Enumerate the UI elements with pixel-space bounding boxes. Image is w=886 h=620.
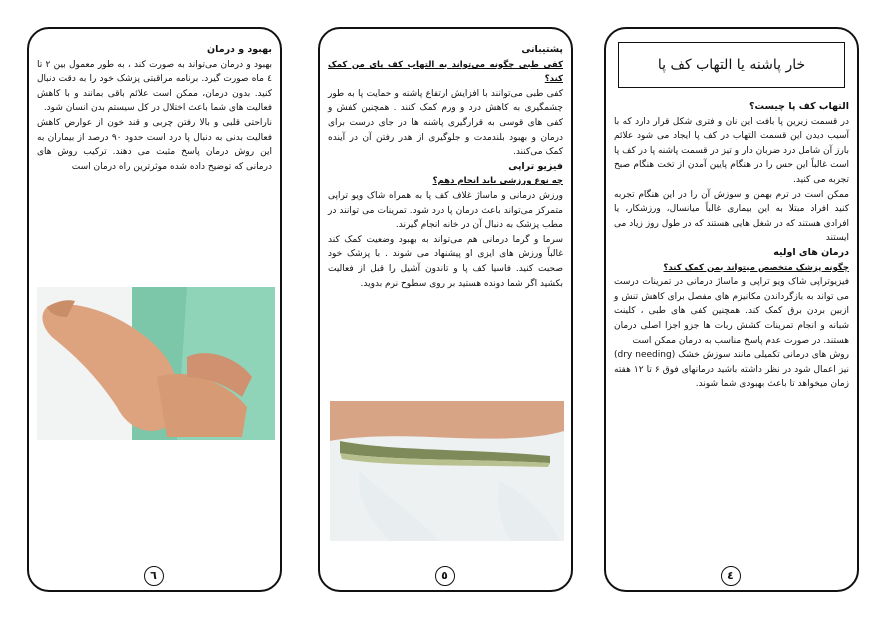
heading-recovery: بهبود و درمان	[207, 44, 272, 55]
page-number-4: ٤	[721, 566, 741, 586]
paragraph-heat-cold: سرما و گرما درمانی هم می‌تواند به بهبود وضعیت کمک کند غالباً ورزش های ایزی او پیشنهاد می شوند . با پزشک خود صحبت کنید. فاسیا کف پا و تاندون آشیل را قبل از فعالیت بکشید اگر شما دونده هستید بر روی سطوح نرم بدوید.	[328, 234, 563, 289]
paragraph-exercise: ورزش درمانی و ماساژ غلاف کف پا به همراه شاک ویو تراپی متمرکز می‌تواند باعث درمان پا درد شود. تمرینات می توانند در مطب پزشک به دنبال آن در خانه انجام گیرند.	[328, 190, 563, 231]
paragraph-dry-needling: روش های درمانی تکمیلی مانند سوزش خشک (dry needing) نیز اعمال شود در نظر داشته باشید درمانهای فوق ۶ تا ۱۲ هفته زمان میخواهد تا باعث بهبودی شما شوند.	[614, 350, 850, 390]
paragraph-recovery: بهبود و درمان می‌تواند به صورت کند ، به طور معمول بین ۲ تا ٤ ماه صورت گیرد. برنامه مراقبتی پزشک خود را به دقت دنبال کنید. بدون درمان، ممکن است علائم باقی بمانند و با کاهش فعالیت های شما باعث اختلال در کل سیستم بدن انسان شود.	[37, 59, 272, 114]
foot-massage-illustration	[37, 287, 275, 440]
paragraph-what-is-1: در قسمت زیرین پا بافت این نان و فتری شکل قرار دارد که با آسیب دیدن این قسمت التهاب در کف پا ایجاد می شود علائم بارز آن شامل درد ضربان دار و تیز در قسمت پاشنه پا در کف پا است غالباً این حس را در هنگام پایین آمدن از تخت هنگام صبح تجربه می کنید.	[614, 116, 849, 185]
question-insoles: کفی طبی چگونه می‌تواند به التهاب کف پای من کمک کند؟	[328, 59, 563, 85]
panel-page-6	[27, 27, 282, 592]
page-number-5: ٥	[435, 566, 455, 586]
insole-illustration	[330, 401, 564, 541]
insole-photo	[330, 401, 564, 541]
heading-physiotherapy: فیزیو تراپی	[508, 160, 563, 172]
foot-massage-photo	[37, 287, 275, 440]
panel-page-5	[318, 27, 573, 592]
brochure-title	[618, 42, 845, 88]
page-number-6: ٦	[144, 566, 164, 586]
brochure-title-text: خار پاشنه یا التهاب کف پا	[657, 56, 806, 73]
question-exercise: چه نوع ورزشی باید انجام دهم؟	[432, 176, 563, 187]
heading-support: پشتیبانی	[521, 44, 563, 55]
paragraph-complications: ناراحتی قلبی و بالا رفتن چربی و قند خون از عوارض کاهش فعالیت بدنی به دنبال پا درد است حدود ۹۰ درصد از بیماران به این روش درمان پاسخ مثبت می دهند. ترکیب روش های درمانی که توضیح داده شده موثرترین راه درمان است	[37, 117, 272, 172]
paragraph-insoles: کفی طبی می‌توانند با افزایش ارتفاع پاشنه و حمایت پا به طور چشمگیری به کاهش درد و ورم کمک کنند . همچنین کفش و کفی های قوسی به قرارگیری پاشنه ها در جای درست برای درمان و بهبود بلندمدت و جلوگیری از هدر رفتن آن در آینده کمک می‌کنند.	[328, 88, 563, 158]
panel-page-4	[604, 27, 859, 592]
paragraph-physio: فیزیوتراپی شاک ویو تراپی و ماساژ درمانی در تمرینات درست می تواند به بازگرداندن مکانیزم های مفصل برای کاهش تنش و ازبین بردن برق کمک کند. همچنین کفی های طبی ، کلینت شبانه و انجام تمرینات کشش ربات ها جزو اجزا اصلی درمان هستند. در صورت عدم پاسخ مناسب به درمان ممکن است	[614, 277, 849, 346]
heading-what-is: التهاب کف پا چیست؟	[749, 101, 849, 112]
question-specialist: چگونه پزشک متخصص میتواند بمن کمک کند؟	[663, 262, 849, 273]
paragraph-what-is-2: ممکن است در ترم بهمن و سوزش آن را در این هنگام تجربه کنید افراد مبتلا به این بیماری غالباً میانسال، ورزشکار، یا افرادی هستند که در شغل هایی هستند که در طول روز زیاد می ایستند	[614, 189, 849, 244]
heading-initial-treatment: درمان های اولیه	[773, 246, 849, 258]
